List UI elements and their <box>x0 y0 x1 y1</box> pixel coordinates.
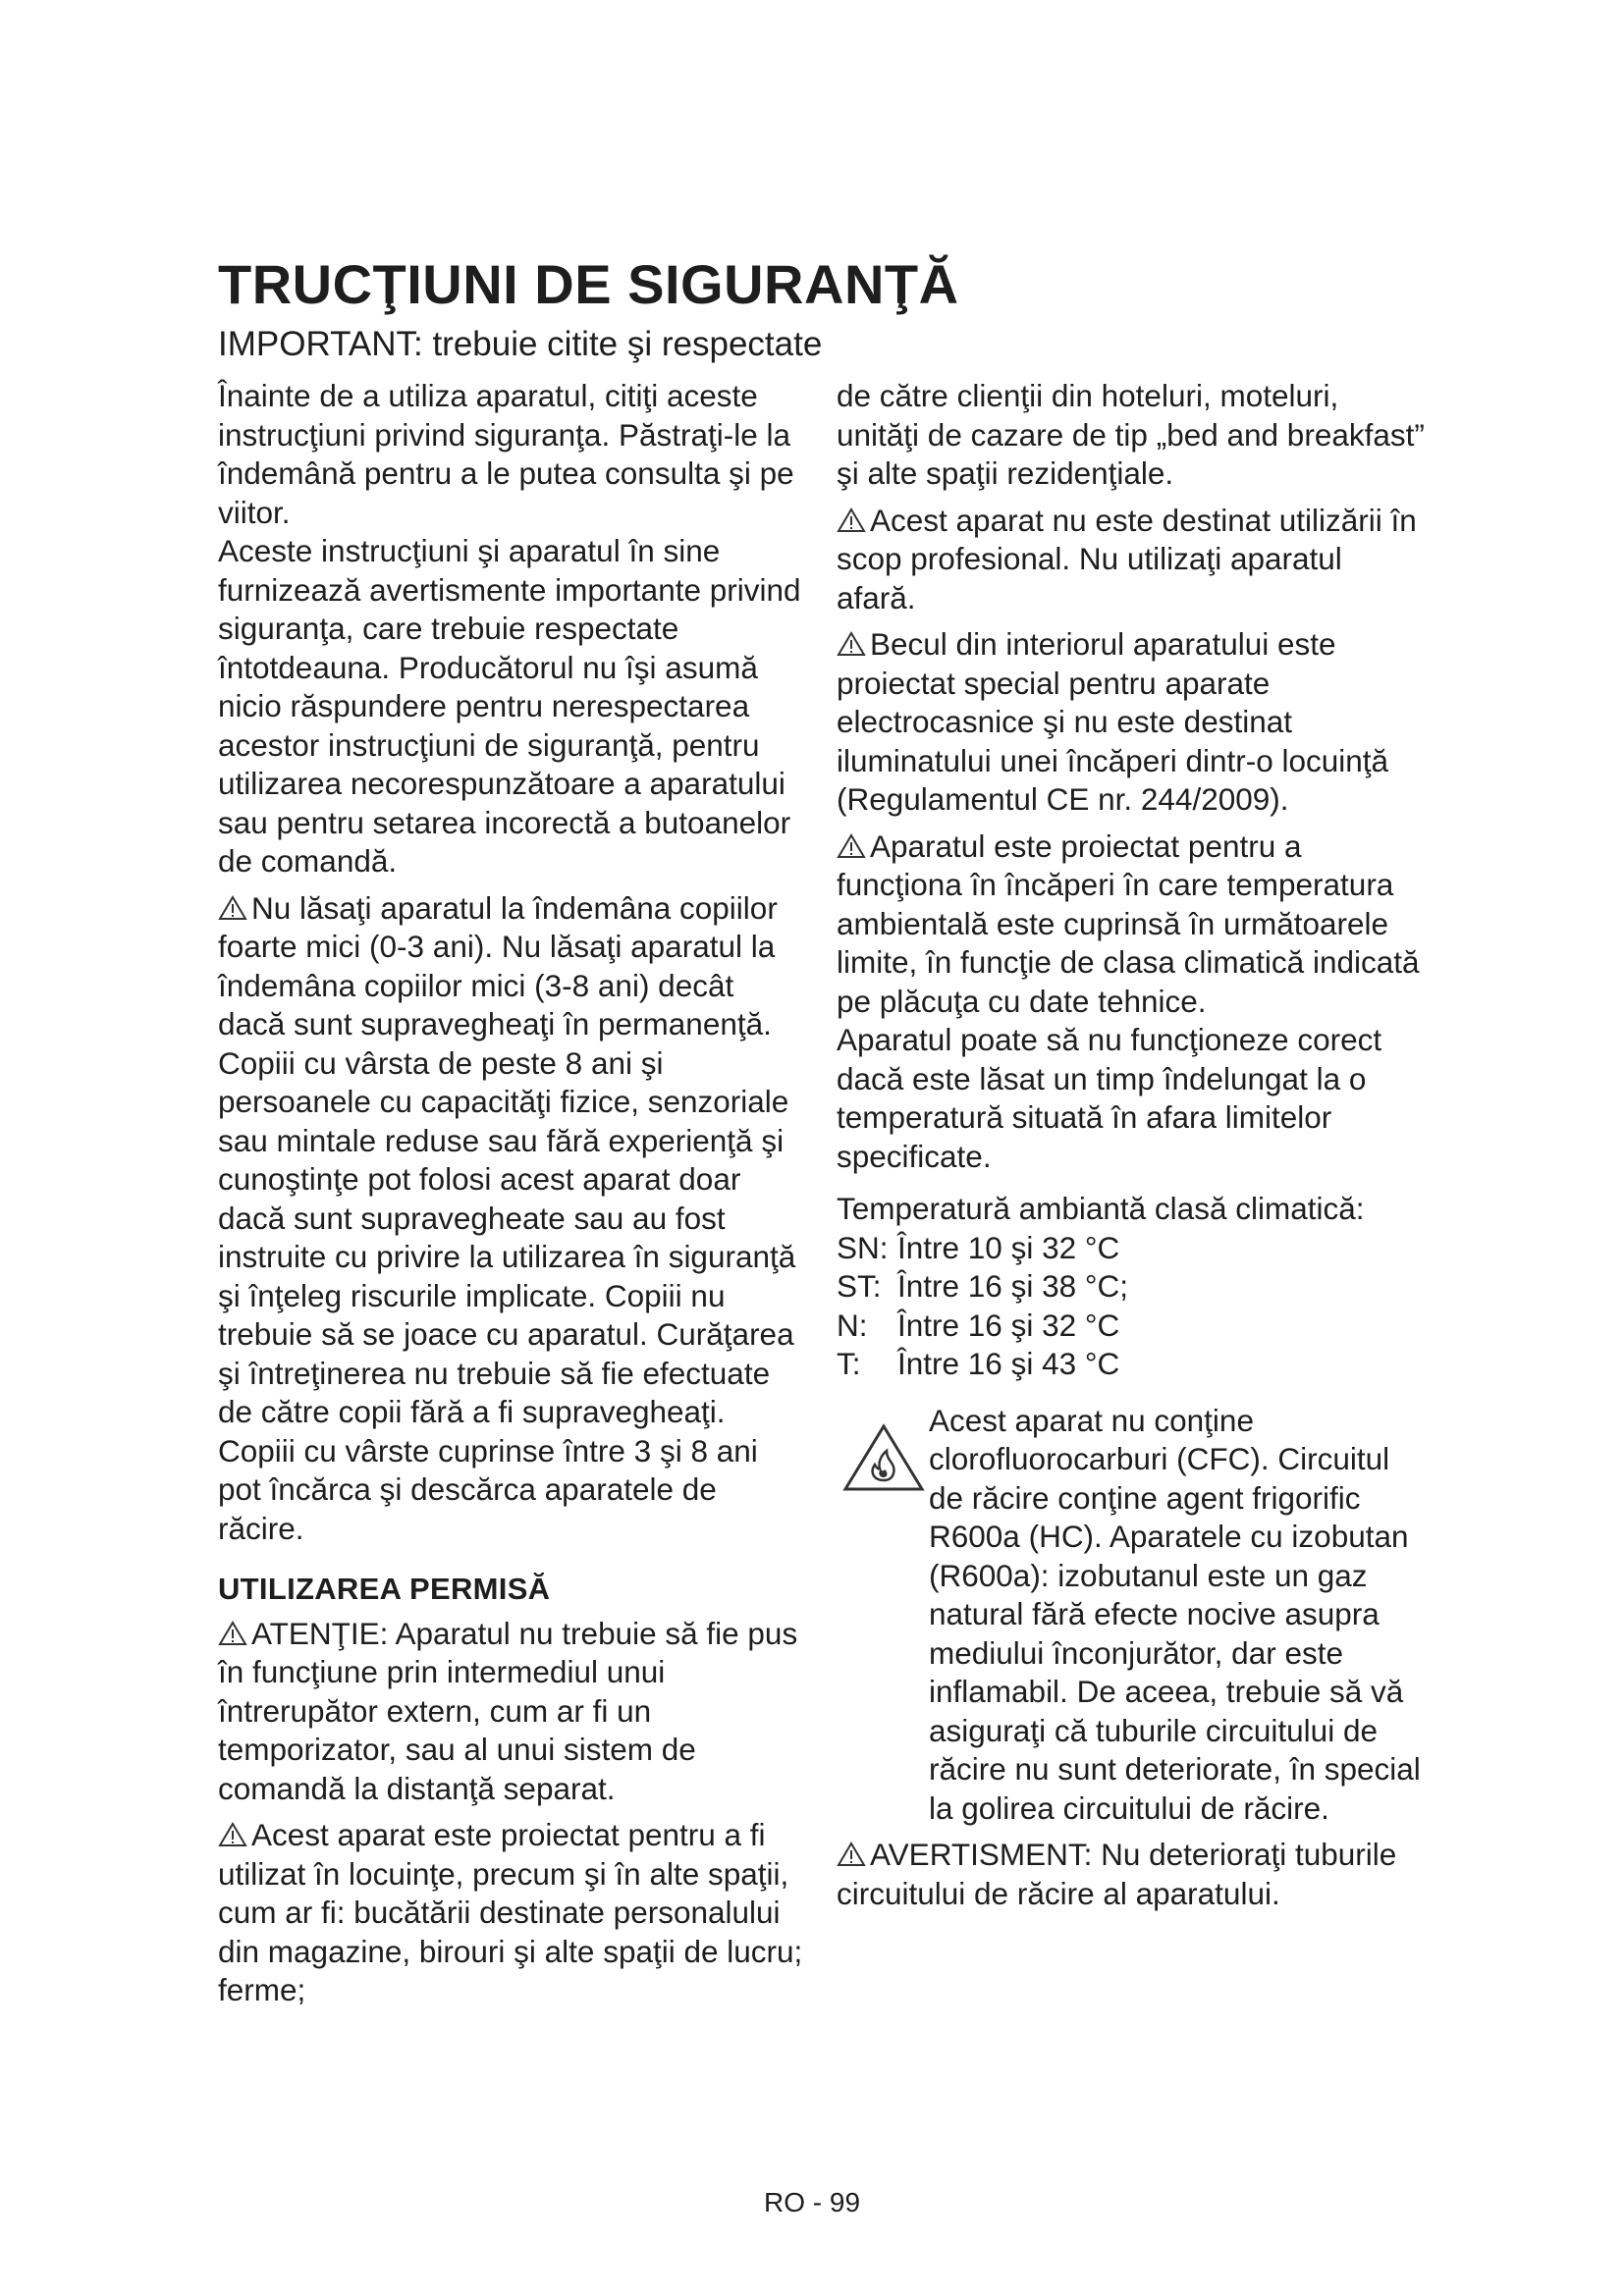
children-warning-paragraph: Nu lăsaţi aparatul la îndemâna copiilor foarte mici (0-3 ani). Nu lăsaţi aparatul la îndemâna copiilor mici (3-8 ani) decât dacă sunt supravegheaţi în permanenţă. Copiii cu vârsta de peste 8 ani şi persoanele cu capacităţi fizice, senzoriale sau mintale reduse sau fără experienţă şi cunoştinţe pot folosi acest aparat doar dacă sunt supravegheate sau au fost instruite cu privire la utilizarea în siguranţă şi înţeleg riscurile implicate. Copiii nu trebuie să se joace cu aparatul. Curăţarea şi întreţinerea nu trebuie să fie efectuate de către copii fără a fi supravegheaţi. <box>218 889 796 1429</box>
climate-class-code: T: <box>837 1346 861 1381</box>
climate-class-code: ST: <box>837 1268 882 1304</box>
temperature-row <box>837 1307 1426 1346</box>
temperature-row <box>837 1345 1426 1384</box>
household-use-paragraph: Acest aparat este proiectat pentru a fi utilizat în locuinţe, precum şi în alte spaţii, cum ar fi: bucătării destinate personalului din magazine, birouri şi alte spaţii de lucru; ferme; <box>218 1817 803 2007</box>
external-switch-warning-paragraph: ATENŢIE: Aparatul nu trebuie să fie pus în funcţiune prin intermediul unui întrerupător extern, cum ar fi un temporizator, sau al unui sistem de comandă la distanţă separat. <box>218 1615 798 1806</box>
warning-icon <box>837 833 866 859</box>
page-subtitle: IMPORTANT: trebuie citite şi respectate <box>218 325 823 363</box>
refrigerant-paragraph: Acest aparat nu conţine clorofluorocarburi (CFC). Circuitul de răcire conţine agent frigorific R600a (HC). Aparatele cu izobutan (R600a): izobutanul este un gaz natural fără efecte nocive asupra mediului înconjurător, dar este inflamabil. De aceea, trebuie să vă asiguraţi că tuburile circuitului de răcire nu sunt deteriorate, în special la golirea circuitului de răcire. <box>929 1402 1421 1826</box>
responsibility-paragraph: Aceste instrucţiuni şi aparatul în sine furnizează avertismente importante privind siguranţa, care trebuie respectate întotdeauna. Producătorul nu îşi asumă nicio răspundere pentru nerespectarea acestor instrucţiuni de siguranţă, pentru utilizarea necorespunzătoare a aparatului sau pentru setarea incorectă a butoanelor de comandă. <box>218 533 801 879</box>
temperature-row <box>837 1229 1426 1268</box>
temperature-range: Între 10 şi 32 °C <box>897 1229 1120 1265</box>
hotel-use-paragraph: de către clienţii din hoteluri, moteluri, unităţi de cazare de tip „bed and breakfast” şi alte spaţii rezidenţiale. <box>837 378 1425 491</box>
left-column <box>218 377 807 2010</box>
warning-icon <box>218 1621 247 1646</box>
page-title: TRUCŢIUNI DE SIGURANŢĂ <box>218 253 959 315</box>
page-number: RO - 99 <box>763 2187 861 2217</box>
warning-icon <box>837 631 866 657</box>
warning-icon <box>218 895 247 921</box>
temperature-row <box>837 1267 1426 1307</box>
climate-class-code: SN: <box>837 1229 889 1265</box>
temperature-range: Între 16 şi 38 °C; <box>897 1268 1128 1304</box>
warning-icon <box>837 1842 866 1867</box>
climate-class-code: N: <box>837 1307 868 1343</box>
temperature-table <box>837 1190 1426 1384</box>
intro-paragraph: Înainte de a utiliza aparatul, citiţi aceste instrucţiuni privind siguranţa. Păstraţi-le la îndemână pentru a le putea consulta şi pe viitor. <box>218 378 794 530</box>
refrigerant-warning-paragraph: AVERTISMENT: Nu deterioraţi tuburile circuitului de răcire al aparatului. <box>837 1837 1397 1911</box>
professional-use-warning-paragraph: Acest aparat nu este destinat utilizării în scop profesional. Nu utilizaţi aparatul afară. <box>837 502 1417 615</box>
flammable-warning-icon <box>842 1423 925 1492</box>
warning-icon <box>837 507 866 533</box>
right-column <box>837 377 1426 1913</box>
temperature-limits-paragraph: Aparatul poate să nu funcţioneze corect dacă este lăsat un timp îndelungat la o temperatură situată în afara limitelor specificate. <box>837 1022 1382 1174</box>
temperature-table-heading: Temperatură ambiantă clasă climatică: <box>837 1191 1365 1226</box>
temperature-range: Între 16 şi 32 °C <box>897 1307 1120 1343</box>
warning-icon <box>218 1822 247 1847</box>
section-heading-permitted-use: UTILIZAREA PERMISĂ <box>218 1572 551 1606</box>
climate-class-paragraph: Aparatul este proiectat pentru a funcţiona în încăperi în care temperatura ambientală este cuprinsă în următoarele limite, în funcţie de clasa climatică indicată pe plăcuţa cu date tehnice. <box>837 828 1420 1019</box>
refrigerant-block <box>837 1402 1426 1829</box>
bulb-warning-paragraph: Becul din interiorul aparatului este proiectat special pentru aparate electrocasnice şi nu este destinat iluminatului unei încăperi dintr-o locuinţă (Regulamentul CE nr. 244/2009). <box>837 626 1389 817</box>
children-loading-paragraph: Copiii cu vârste cuprinse între 3 şi 8 ani pot încărca şi descărca aparatele de răcire. <box>218 1432 758 1546</box>
temperature-range: Între 16 şi 43 °C <box>897 1346 1120 1381</box>
